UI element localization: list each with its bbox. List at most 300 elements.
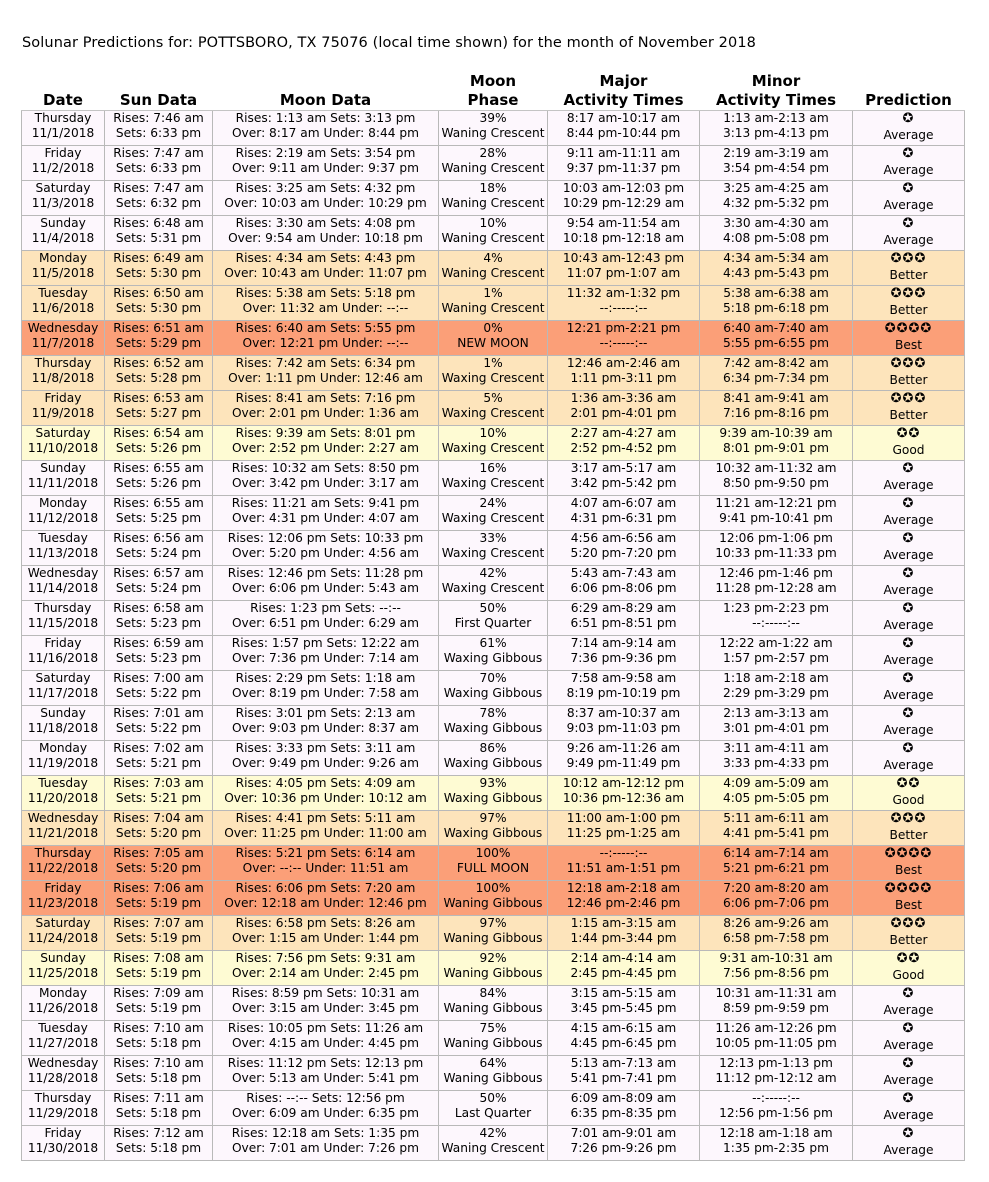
date-cell: Thursday 11/29/2018 <box>22 1091 105 1126</box>
prediction-label: Good <box>892 793 925 807</box>
prediction-cell <box>853 881 965 916</box>
prediction-stars-icon: ✪✪ <box>896 951 921 966</box>
minor-times-cell: 6:14 am-7:14 am 5:21 pm-6:21 pm <box>700 846 853 881</box>
header-prediction: Prediction <box>853 70 965 111</box>
moon-data-cell: Rises: 5:21 pm Sets: 6:14 am Over: --:-- Under: 11:51 am <box>213 846 439 881</box>
header-moon-data: Moon Data <box>213 70 439 111</box>
table-row <box>22 321 965 356</box>
moon-data-cell: Rises: 1:57 pm Sets: 12:22 am Over: 7:36 pm Under: 7:14 am <box>213 636 439 671</box>
table-row <box>22 1056 965 1091</box>
minor-times-cell: 3:25 am-4:25 am 4:32 pm-5:32 pm <box>700 181 853 216</box>
prediction-label: Average <box>883 653 934 667</box>
prediction-cell <box>853 146 965 181</box>
prediction-cell <box>853 636 965 671</box>
table-row <box>22 706 965 741</box>
moon-data-cell: Rises: 2:29 pm Sets: 1:18 am Over: 8:19 pm Under: 7:58 am <box>213 671 439 706</box>
minor-times-cell: 8:26 am-9:26 am 6:58 pm-7:58 pm <box>700 916 853 951</box>
minor-times-cell: 12:13 pm-1:13 pm 11:12 pm-12:12 am <box>700 1056 853 1091</box>
minor-times-cell: 3:11 am-4:11 am 3:33 pm-4:33 pm <box>700 741 853 776</box>
moon-phase-cell: 28% Waning Crescent <box>439 146 548 181</box>
prediction-label: Good <box>892 968 925 982</box>
table-row <box>22 1126 965 1161</box>
solunar-table <box>21 70 965 1161</box>
major-times-cell: 9:54 am-11:54 am 10:18 pm-12:18 am <box>548 216 700 251</box>
prediction-stars-icon: ✪ <box>902 181 915 196</box>
major-times-cell: 12:46 am-2:46 am 1:11 pm-3:11 pm <box>548 356 700 391</box>
date-cell: Saturday 11/3/2018 <box>22 181 105 216</box>
major-times-cell: 9:11 am-11:11 am 9:37 pm-11:37 pm <box>548 146 700 181</box>
table-row <box>22 811 965 846</box>
prediction-label: Average <box>883 618 934 632</box>
minor-times-cell: 2:19 am-3:19 am 3:54 pm-4:54 pm <box>700 146 853 181</box>
table-row <box>22 566 965 601</box>
date-cell: Wednesday 11/7/2018 <box>22 321 105 356</box>
table-row <box>22 636 965 671</box>
prediction-label: Better <box>889 828 928 842</box>
prediction-stars-icon: ✪✪✪ <box>890 811 927 826</box>
major-times-cell: 11:32 am-1:32 pm --:-----:-- <box>548 286 700 321</box>
moon-data-cell: Rises: 6:58 pm Sets: 8:26 am Over: 1:15 am Under: 1:44 pm <box>213 916 439 951</box>
sun-data-cell: Rises: 7:02 am Sets: 5:21 pm <box>105 741 213 776</box>
moon-phase-cell: 70% Waxing Gibbous <box>439 671 548 706</box>
sun-data-cell: Rises: 7:00 am Sets: 5:22 pm <box>105 671 213 706</box>
prediction-stars-icon: ✪ <box>902 706 915 721</box>
sun-data-cell: Rises: 6:59 am Sets: 5:23 pm <box>105 636 213 671</box>
moon-phase-cell: 97% Waxing Gibbous <box>439 811 548 846</box>
table-row <box>22 181 965 216</box>
date-cell: Tuesday 11/6/2018 <box>22 286 105 321</box>
minor-times-cell: 9:31 am-10:31 am 7:56 pm-8:56 pm <box>700 951 853 986</box>
moon-data-cell: Rises: 4:05 pm Sets: 4:09 am Over: 10:36 pm Under: 10:12 am <box>213 776 439 811</box>
date-cell: Wednesday 11/14/2018 <box>22 566 105 601</box>
prediction-label: Average <box>883 163 934 177</box>
table-row <box>22 776 965 811</box>
prediction-cell <box>853 741 965 776</box>
date-cell: Thursday 11/15/2018 <box>22 601 105 636</box>
prediction-label: Best <box>895 338 922 352</box>
sun-data-cell: Rises: 6:48 am Sets: 5:31 pm <box>105 216 213 251</box>
sun-data-cell: Rises: 6:54 am Sets: 5:26 pm <box>105 426 213 461</box>
moon-data-cell: Rises: 2:19 am Sets: 3:54 pm Over: 9:11 am Under: 9:37 pm <box>213 146 439 181</box>
date-cell: Tuesday 11/27/2018 <box>22 1021 105 1056</box>
prediction-cell <box>853 706 965 741</box>
prediction-stars-icon: ✪ <box>902 601 915 616</box>
prediction-stars-icon: ✪ <box>902 636 915 651</box>
sun-data-cell: Rises: 7:10 am Sets: 5:18 pm <box>105 1056 213 1091</box>
header-sun-data: Sun Data <box>105 70 213 111</box>
prediction-label: Average <box>883 1038 934 1052</box>
prediction-label: Average <box>883 1003 934 1017</box>
major-times-cell: 4:07 am-6:07 am 4:31 pm-6:31 pm <box>548 496 700 531</box>
table-row <box>22 496 965 531</box>
moon-data-cell: Rises: 10:32 am Sets: 8:50 pm Over: 3:42 pm Under: 3:17 am <box>213 461 439 496</box>
prediction-cell <box>853 391 965 426</box>
moon-data-cell: Rises: 11:12 pm Sets: 12:13 pm Over: 5:13 am Under: 5:41 pm <box>213 1056 439 1091</box>
sun-data-cell: Rises: 6:56 am Sets: 5:24 pm <box>105 531 213 566</box>
major-times-cell: 5:13 am-7:13 am 5:41 pm-7:41 pm <box>548 1056 700 1091</box>
minor-times-cell: 4:09 am-5:09 am 4:05 pm-5:05 pm <box>700 776 853 811</box>
moon-phase-cell: 42% Waxing Crescent <box>439 566 548 601</box>
sun-data-cell: Rises: 7:03 am Sets: 5:21 pm <box>105 776 213 811</box>
major-times-cell: 2:14 am-4:14 am 2:45 pm-4:45 pm <box>548 951 700 986</box>
minor-times-cell: 11:21 am-12:21 pm 9:41 pm-10:41 pm <box>700 496 853 531</box>
prediction-cell <box>853 916 965 951</box>
prediction-stars-icon: ✪ <box>902 111 915 126</box>
moon-data-cell: Rises: 1:23 pm Sets: --:-- Over: 6:51 pm Under: 6:29 am <box>213 601 439 636</box>
prediction-cell <box>853 986 965 1021</box>
prediction-stars-icon: ✪✪✪✪ <box>884 881 933 896</box>
moon-phase-cell: 61% Waxing Gibbous <box>439 636 548 671</box>
prediction-cell <box>853 286 965 321</box>
prediction-label: Better <box>889 303 928 317</box>
sun-data-cell: Rises: 7:10 am Sets: 5:18 pm <box>105 1021 213 1056</box>
prediction-label: Average <box>883 198 934 212</box>
date-cell: Sunday 11/11/2018 <box>22 461 105 496</box>
moon-phase-cell: 10% Waning Crescent <box>439 216 548 251</box>
date-cell: Wednesday 11/21/2018 <box>22 811 105 846</box>
moon-phase-cell: 18% Waning Crescent <box>439 181 548 216</box>
prediction-cell <box>853 601 965 636</box>
moon-phase-cell: 64% Waning Gibbous <box>439 1056 548 1091</box>
moon-phase-cell: 75% Waning Gibbous <box>439 1021 548 1056</box>
table-row <box>22 111 965 146</box>
prediction-label: Average <box>883 128 934 142</box>
table-row <box>22 391 965 426</box>
table-header-row <box>22 70 965 111</box>
moon-phase-cell: 84% Waning Gibbous <box>439 986 548 1021</box>
moon-phase-cell: 16% Waxing Crescent <box>439 461 548 496</box>
prediction-label: Better <box>889 373 928 387</box>
prediction-label: Good <box>892 443 925 457</box>
minor-times-cell: 3:30 am-4:30 am 4:08 pm-5:08 pm <box>700 216 853 251</box>
prediction-label: Average <box>883 688 934 702</box>
moon-phase-cell: 50% Last Quarter <box>439 1091 548 1126</box>
date-cell: Monday 11/26/2018 <box>22 986 105 1021</box>
prediction-cell <box>853 811 965 846</box>
moon-phase-cell: 86% Waxing Gibbous <box>439 741 548 776</box>
moon-data-cell: Rises: 6:06 pm Sets: 7:20 am Over: 12:18 am Under: 12:46 pm <box>213 881 439 916</box>
prediction-stars-icon: ✪✪✪ <box>890 356 927 371</box>
prediction-label: Average <box>883 548 934 562</box>
minor-times-cell: 7:20 am-8:20 am 6:06 pm-7:06 pm <box>700 881 853 916</box>
moon-data-cell: Rises: 3:30 am Sets: 4:08 pm Over: 9:54 am Under: 10:18 pm <box>213 216 439 251</box>
major-times-cell: 7:58 am-9:58 am 8:19 pm-10:19 pm <box>548 671 700 706</box>
date-cell: Tuesday 11/13/2018 <box>22 531 105 566</box>
minor-times-cell: 8:41 am-9:41 am 7:16 pm-8:16 pm <box>700 391 853 426</box>
moon-data-cell: Rises: 7:42 am Sets: 6:34 pm Over: 1:11 pm Under: 12:46 am <box>213 356 439 391</box>
prediction-stars-icon: ✪ <box>902 1091 915 1106</box>
minor-times-cell: 2:13 am-3:13 am 3:01 pm-4:01 pm <box>700 706 853 741</box>
prediction-stars-icon: ✪ <box>902 496 915 511</box>
table-row <box>22 846 965 881</box>
table-row <box>22 951 965 986</box>
sun-data-cell: Rises: 6:50 am Sets: 5:30 pm <box>105 286 213 321</box>
moon-data-cell: Rises: 12:18 am Sets: 1:35 pm Over: 7:01 am Under: 7:26 pm <box>213 1126 439 1161</box>
major-times-cell: 4:56 am-6:56 am 5:20 pm-7:20 pm <box>548 531 700 566</box>
prediction-stars-icon: ✪ <box>902 1126 915 1141</box>
prediction-stars-icon: ✪✪ <box>896 426 921 441</box>
moon-phase-cell: 33% Waxing Crescent <box>439 531 548 566</box>
moon-phase-cell: 78% Waxing Gibbous <box>439 706 548 741</box>
minor-times-cell: 1:18 am-2:18 am 2:29 pm-3:29 pm <box>700 671 853 706</box>
date-cell: Friday 11/30/2018 <box>22 1126 105 1161</box>
moon-data-cell: Rises: 3:01 pm Sets: 2:13 am Over: 9:03 pm Under: 8:37 am <box>213 706 439 741</box>
table-row <box>22 426 965 461</box>
table-row <box>22 1091 965 1126</box>
major-times-cell: 4:15 am-6:15 am 4:45 pm-6:45 pm <box>548 1021 700 1056</box>
sun-data-cell: Rises: 7:04 am Sets: 5:20 pm <box>105 811 213 846</box>
major-times-cell: 9:26 am-11:26 am 9:49 pm-11:49 pm <box>548 741 700 776</box>
moon-data-cell: Rises: 3:33 pm Sets: 3:11 am Over: 9:49 pm Under: 9:26 am <box>213 741 439 776</box>
major-times-cell: 1:15 am-3:15 am 1:44 pm-3:44 pm <box>548 916 700 951</box>
major-times-cell: 7:01 am-9:01 am 7:26 pm-9:26 pm <box>548 1126 700 1161</box>
minor-times-cell: 9:39 am-10:39 am 8:01 pm-9:01 pm <box>700 426 853 461</box>
prediction-label: Average <box>883 723 934 737</box>
date-cell: Friday 11/9/2018 <box>22 391 105 426</box>
table-row <box>22 986 965 1021</box>
header-major-activity: Major Activity Times <box>548 70 700 111</box>
moon-phase-cell: 1% Waxing Crescent <box>439 356 548 391</box>
date-cell: Saturday 11/10/2018 <box>22 426 105 461</box>
prediction-label: Better <box>889 268 928 282</box>
sun-data-cell: Rises: 7:06 am Sets: 5:19 pm <box>105 881 213 916</box>
date-cell: Sunday 11/25/2018 <box>22 951 105 986</box>
date-cell: Friday 11/2/2018 <box>22 146 105 181</box>
moon-phase-cell: 1% Waning Crescent <box>439 286 548 321</box>
major-times-cell: 11:00 am-1:00 pm 11:25 pm-1:25 am <box>548 811 700 846</box>
moon-data-cell: Rises: 12:46 pm Sets: 11:28 pm Over: 6:06 pm Under: 5:43 am <box>213 566 439 601</box>
table-row <box>22 216 965 251</box>
sun-data-cell: Rises: 6:55 am Sets: 5:26 pm <box>105 461 213 496</box>
sun-data-cell: Rises: 6:51 am Sets: 5:29 pm <box>105 321 213 356</box>
major-times-cell: 2:27 am-4:27 am 2:52 pm-4:52 pm <box>548 426 700 461</box>
moon-data-cell: Rises: 11:21 am Sets: 9:41 pm Over: 4:31 pm Under: 4:07 am <box>213 496 439 531</box>
prediction-label: Average <box>883 583 934 597</box>
moon-data-cell: Rises: 7:56 pm Sets: 9:31 am Over: 2:14 am Under: 2:45 pm <box>213 951 439 986</box>
major-times-cell: 12:18 am-2:18 am 12:46 pm-2:46 pm <box>548 881 700 916</box>
table-row <box>22 146 965 181</box>
prediction-label: Average <box>883 1073 934 1087</box>
minor-times-cell: 1:23 pm-2:23 pm --:-----:-- <box>700 601 853 636</box>
prediction-cell <box>853 1091 965 1126</box>
major-times-cell: 5:43 am-7:43 am 6:06 pm-8:06 pm <box>548 566 700 601</box>
moon-phase-cell: 50% First Quarter <box>439 601 548 636</box>
table-row <box>22 251 965 286</box>
table-row <box>22 881 965 916</box>
prediction-stars-icon: ✪✪✪ <box>890 391 927 406</box>
prediction-stars-icon: ✪ <box>902 566 915 581</box>
prediction-stars-icon: ✪✪✪ <box>890 286 927 301</box>
sun-data-cell: Rises: 7:11 am Sets: 5:18 pm <box>105 1091 213 1126</box>
prediction-stars-icon: ✪ <box>902 1056 915 1071</box>
prediction-stars-icon: ✪✪✪✪ <box>884 321 933 336</box>
moon-data-cell: Rises: 8:41 am Sets: 7:16 pm Over: 2:01 pm Under: 1:36 am <box>213 391 439 426</box>
sun-data-cell: Rises: 7:47 am Sets: 6:32 pm <box>105 181 213 216</box>
sun-data-cell: Rises: 6:57 am Sets: 5:24 pm <box>105 566 213 601</box>
date-cell: Sunday 11/18/2018 <box>22 706 105 741</box>
prediction-cell <box>853 356 965 391</box>
prediction-cell <box>853 776 965 811</box>
date-cell: Sunday 11/4/2018 <box>22 216 105 251</box>
moon-phase-cell: 93% Waxing Gibbous <box>439 776 548 811</box>
date-cell: Friday 11/16/2018 <box>22 636 105 671</box>
moon-data-cell: Rises: 10:05 pm Sets: 11:26 am Over: 4:15 am Under: 4:45 pm <box>213 1021 439 1056</box>
minor-times-cell: 12:18 am-1:18 am 1:35 pm-2:35 pm <box>700 1126 853 1161</box>
sun-data-cell: Rises: 7:46 am Sets: 6:33 pm <box>105 111 213 146</box>
moon-phase-cell: 0% NEW MOON <box>439 321 548 356</box>
moon-data-cell: Rises: 8:59 pm Sets: 10:31 am Over: 3:15 am Under: 3:45 pm <box>213 986 439 1021</box>
page-title: Solunar Predictions for: POTTSBORO, TX 75076 (local time shown) for the month of November 2018 <box>22 35 756 51</box>
moon-phase-cell: 97% Waning Gibbous <box>439 916 548 951</box>
header-date: Date <box>22 70 105 111</box>
major-times-cell: 8:37 am-10:37 am 9:03 pm-11:03 pm <box>548 706 700 741</box>
date-cell: Friday 11/23/2018 <box>22 881 105 916</box>
prediction-cell <box>853 1056 965 1091</box>
moon-data-cell: Rises: 5:38 am Sets: 5:18 pm Over: 11:32 am Under: --:-- <box>213 286 439 321</box>
minor-times-cell: --:-----:-- 12:56 pm-1:56 pm <box>700 1091 853 1126</box>
sun-data-cell: Rises: 7:01 am Sets: 5:22 pm <box>105 706 213 741</box>
prediction-label: Average <box>883 513 934 527</box>
moon-data-cell: Rises: 4:41 pm Sets: 5:11 am Over: 11:25 pm Under: 11:00 am <box>213 811 439 846</box>
prediction-stars-icon: ✪ <box>902 1021 915 1036</box>
major-times-cell: 10:43 am-12:43 pm 11:07 pm-1:07 am <box>548 251 700 286</box>
minor-times-cell: 10:32 am-11:32 am 8:50 pm-9:50 pm <box>700 461 853 496</box>
major-times-cell: 10:03 am-12:03 pm 10:29 pm-12:29 am <box>548 181 700 216</box>
sun-data-cell: Rises: 7:47 am Sets: 6:33 pm <box>105 146 213 181</box>
major-times-cell: 3:17 am-5:17 am 3:42 pm-5:42 pm <box>548 461 700 496</box>
prediction-cell <box>853 566 965 601</box>
prediction-cell <box>853 426 965 461</box>
sun-data-cell: Rises: 7:05 am Sets: 5:20 pm <box>105 846 213 881</box>
table-row <box>22 1021 965 1056</box>
header-moon-phase: Moon Phase <box>439 70 548 111</box>
sun-data-cell: Rises: 6:55 am Sets: 5:25 pm <box>105 496 213 531</box>
prediction-cell <box>853 461 965 496</box>
date-cell: Monday 11/12/2018 <box>22 496 105 531</box>
prediction-label: Average <box>883 758 934 772</box>
date-cell: Wednesday 11/28/2018 <box>22 1056 105 1091</box>
prediction-label: Average <box>883 1143 934 1157</box>
prediction-cell <box>853 846 965 881</box>
sun-data-cell: Rises: 6:49 am Sets: 5:30 pm <box>105 251 213 286</box>
prediction-stars-icon: ✪ <box>902 741 915 756</box>
major-times-cell: 12:21 pm-2:21 pm --:-----:-- <box>548 321 700 356</box>
table-row <box>22 461 965 496</box>
sun-data-cell: Rises: 7:08 am Sets: 5:19 pm <box>105 951 213 986</box>
prediction-label: Best <box>895 863 922 877</box>
prediction-cell <box>853 671 965 706</box>
prediction-label: Better <box>889 933 928 947</box>
minor-times-cell: 11:26 am-12:26 pm 10:05 pm-11:05 pm <box>700 1021 853 1056</box>
minor-times-cell: 1:13 am-2:13 am 3:13 pm-4:13 pm <box>700 111 853 146</box>
moon-phase-cell: 4% Waning Crescent <box>439 251 548 286</box>
sun-data-cell: Rises: 6:53 am Sets: 5:27 pm <box>105 391 213 426</box>
table-row <box>22 601 965 636</box>
date-cell: Thursday 11/1/2018 <box>22 111 105 146</box>
moon-phase-cell: 42% Waning Crescent <box>439 1126 548 1161</box>
date-cell: Saturday 11/17/2018 <box>22 671 105 706</box>
major-times-cell: 10:12 am-12:12 pm 10:36 pm-12:36 am <box>548 776 700 811</box>
prediction-label: Best <box>895 898 922 912</box>
moon-phase-cell: 100% Waning Gibbous <box>439 881 548 916</box>
table-row <box>22 741 965 776</box>
prediction-stars-icon: ✪ <box>902 146 915 161</box>
major-times-cell: 8:17 am-10:17 am 8:44 pm-10:44 pm <box>548 111 700 146</box>
major-times-cell: --:-----:-- 11:51 am-1:51 pm <box>548 846 700 881</box>
prediction-stars-icon: ✪ <box>902 671 915 686</box>
sun-data-cell: Rises: 6:58 am Sets: 5:23 pm <box>105 601 213 636</box>
major-times-cell: 7:14 am-9:14 am 7:36 pm-9:36 pm <box>548 636 700 671</box>
prediction-stars-icon: ✪ <box>902 986 915 1001</box>
moon-phase-cell: 100% FULL MOON <box>439 846 548 881</box>
header-minor-activity: Minor Activity Times <box>700 70 853 111</box>
minor-times-cell: 4:34 am-5:34 am 4:43 pm-5:43 pm <box>700 251 853 286</box>
prediction-cell <box>853 251 965 286</box>
minor-times-cell: 12:06 pm-1:06 pm 10:33 pm-11:33 pm <box>700 531 853 566</box>
minor-times-cell: 10:31 am-11:31 am 8:59 pm-9:59 pm <box>700 986 853 1021</box>
table-row <box>22 286 965 321</box>
date-cell: Monday 11/19/2018 <box>22 741 105 776</box>
date-cell: Thursday 11/8/2018 <box>22 356 105 391</box>
prediction-cell <box>853 496 965 531</box>
table-row <box>22 916 965 951</box>
major-times-cell: 3:15 am-5:15 am 3:45 pm-5:45 pm <box>548 986 700 1021</box>
prediction-label: Average <box>883 1108 934 1122</box>
prediction-stars-icon: ✪ <box>902 216 915 231</box>
prediction-cell <box>853 531 965 566</box>
moon-phase-cell: 24% Waxing Crescent <box>439 496 548 531</box>
prediction-stars-icon: ✪ <box>902 531 915 546</box>
date-cell: Thursday 11/22/2018 <box>22 846 105 881</box>
sun-data-cell: Rises: 7:09 am Sets: 5:19 pm <box>105 986 213 1021</box>
prediction-cell <box>853 181 965 216</box>
prediction-label: Better <box>889 408 928 422</box>
minor-times-cell: 5:11 am-6:11 am 4:41 pm-5:41 pm <box>700 811 853 846</box>
prediction-stars-icon: ✪✪✪✪ <box>884 846 933 861</box>
moon-data-cell: Rises: 1:13 am Sets: 3:13 pm Over: 8:17 am Under: 8:44 pm <box>213 111 439 146</box>
sun-data-cell: Rises: 7:12 am Sets: 5:18 pm <box>105 1126 213 1161</box>
moon-phase-cell: 39% Waning Crescent <box>439 111 548 146</box>
prediction-cell <box>853 1021 965 1056</box>
minor-times-cell: 6:40 am-7:40 am 5:55 pm-6:55 pm <box>700 321 853 356</box>
prediction-label: Average <box>883 478 934 492</box>
moon-phase-cell: 5% Waxing Crescent <box>439 391 548 426</box>
date-cell: Tuesday 11/20/2018 <box>22 776 105 811</box>
minor-times-cell: 5:38 am-6:38 am 5:18 pm-6:18 pm <box>700 286 853 321</box>
date-cell: Monday 11/5/2018 <box>22 251 105 286</box>
moon-data-cell: Rises: --:-- Sets: 12:56 pm Over: 6:09 am Under: 6:35 pm <box>213 1091 439 1126</box>
prediction-label: Average <box>883 233 934 247</box>
minor-times-cell: 12:46 pm-1:46 pm 11:28 pm-12:28 am <box>700 566 853 601</box>
moon-phase-cell: 92% Waning Gibbous <box>439 951 548 986</box>
minor-times-cell: 7:42 am-8:42 am 6:34 pm-7:34 pm <box>700 356 853 391</box>
major-times-cell: 6:09 am-8:09 am 6:35 pm-8:35 pm <box>548 1091 700 1126</box>
prediction-stars-icon: ✪✪ <box>896 776 921 791</box>
moon-phase-cell: 10% Waxing Crescent <box>439 426 548 461</box>
prediction-stars-icon: ✪✪✪ <box>890 251 927 266</box>
prediction-cell <box>853 111 965 146</box>
major-times-cell: 6:29 am-8:29 am 6:51 pm-8:51 pm <box>548 601 700 636</box>
moon-data-cell: Rises: 3:25 am Sets: 4:32 pm Over: 10:03 am Under: 10:29 pm <box>213 181 439 216</box>
moon-data-cell: Rises: 6:40 am Sets: 5:55 pm Over: 12:21 pm Under: --:-- <box>213 321 439 356</box>
minor-times-cell: 12:22 am-1:22 am 1:57 pm-2:57 pm <box>700 636 853 671</box>
prediction-stars-icon: ✪✪✪ <box>890 916 927 931</box>
sun-data-cell: Rises: 6:52 am Sets: 5:28 pm <box>105 356 213 391</box>
prediction-cell <box>853 1126 965 1161</box>
table-row <box>22 531 965 566</box>
major-times-cell: 1:36 am-3:36 am 2:01 pm-4:01 pm <box>548 391 700 426</box>
date-cell: Saturday 11/24/2018 <box>22 916 105 951</box>
